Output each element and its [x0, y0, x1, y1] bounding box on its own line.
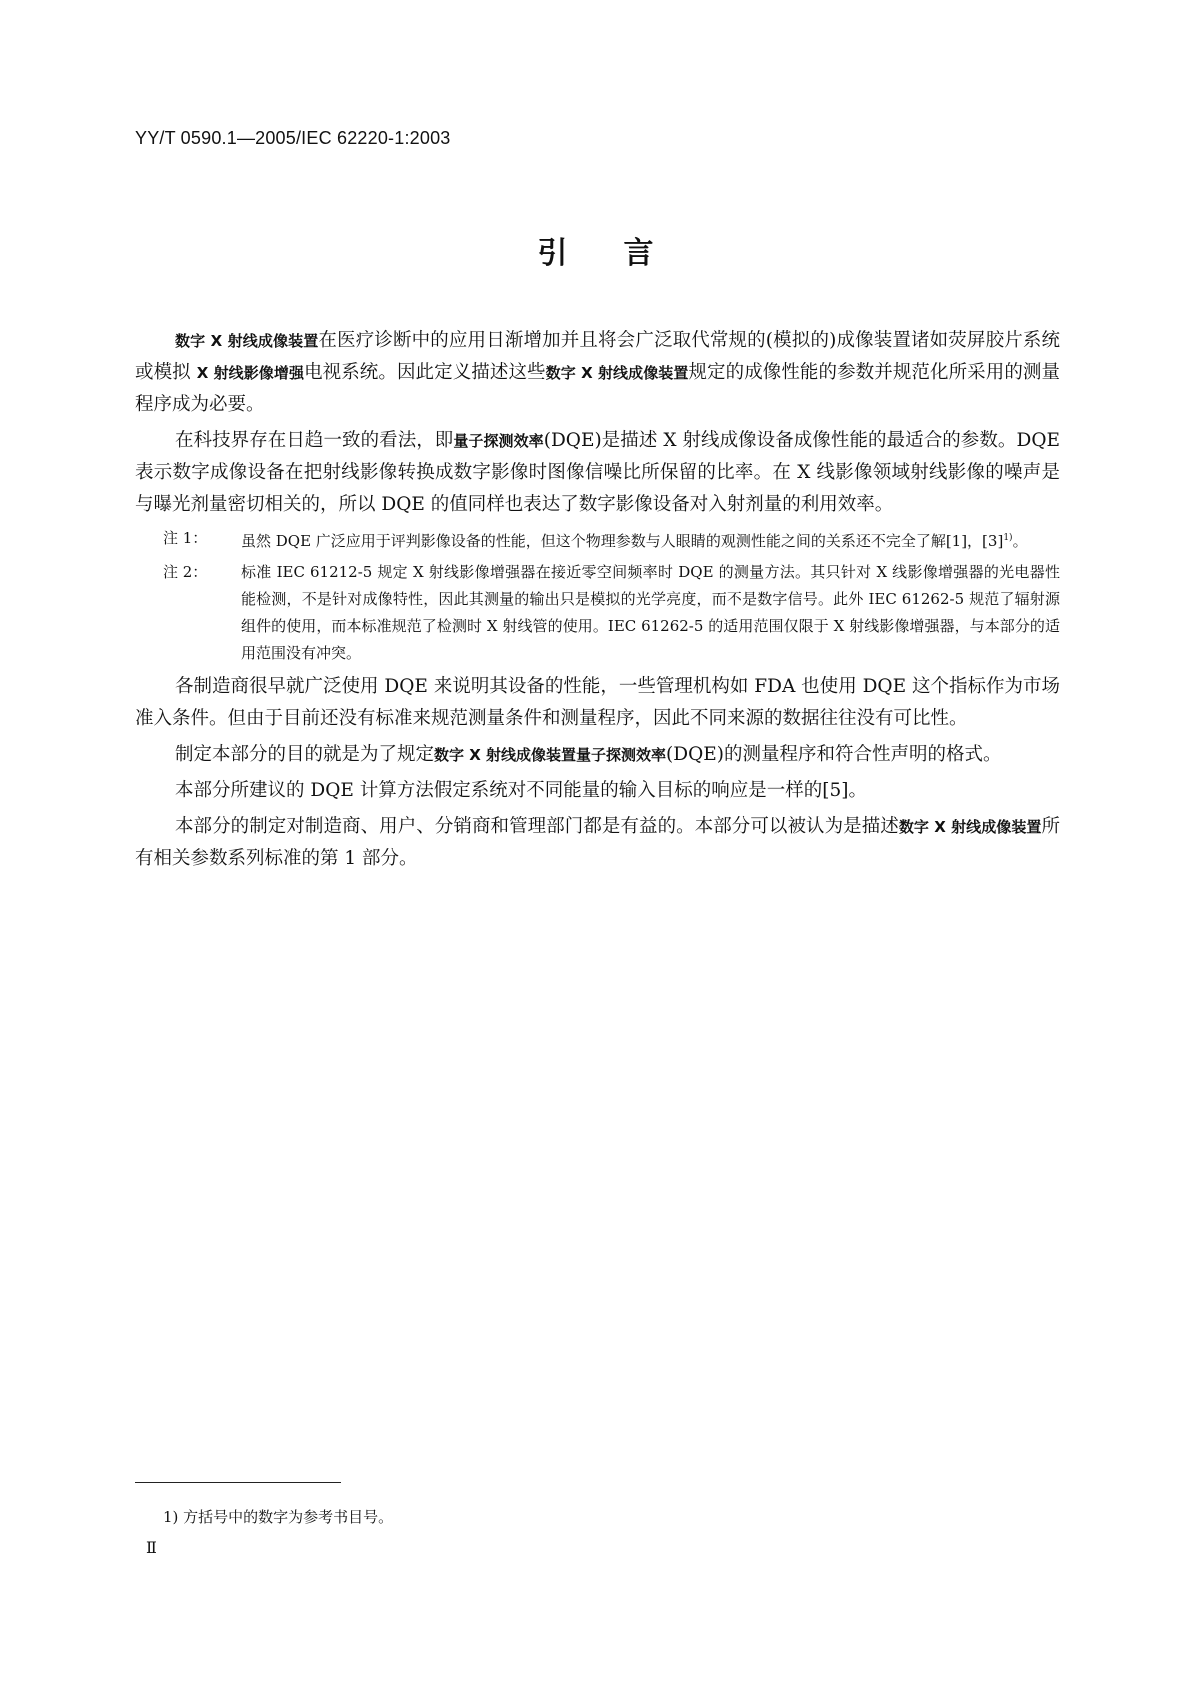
- footnote: 1) 方括号中的数字为参考书目号。: [163, 1508, 394, 1526]
- term-digital-xray-imaging-device: 数字 X 射线成像装置: [898, 818, 1042, 836]
- paragraph-3: [135, 671, 1060, 735]
- paragraph-text: 本部分的制定对制造商、用户、分销商和管理部门都是有益的。本部分可以被认为是描述: [175, 816, 899, 837]
- paragraph-4: [135, 739, 1060, 771]
- footnote-divider: [135, 1482, 341, 1483]
- term-dqe-full: 数字 X 射线成像装置量子探测效率: [434, 746, 667, 764]
- paragraph-text: 电视系统。因此定义描述这些: [304, 362, 546, 383]
- standard-code: YY/T 0590.1—2005/IEC 62220-1:2003: [135, 128, 451, 148]
- document-body: [135, 325, 1060, 875]
- page-title: 引言: [537, 236, 710, 271]
- note-label: 注 2：: [163, 563, 208, 581]
- paragraph-text: 本部分所建议的 DQE 计算方法假定系统对不同能量的输入目标的响应是一样的[5]。: [175, 780, 867, 801]
- note-1: [163, 525, 1060, 555]
- note-text: 虽然 DQE 广泛应用于评判影像设备的性能，但这个物理参数与人眼睛的观测性能之间的关系还不完全了解[1]，[3]: [241, 532, 1004, 550]
- paragraph-2: [135, 425, 1060, 521]
- paragraph-text: 规定的成像性能的参数并规范化所采用的测量程序成为必要。: [135, 362, 1060, 415]
- term-digital-xray-imaging-device: 数字 X 射线成像装置: [545, 364, 689, 382]
- paragraph-5: [135, 775, 1060, 807]
- paragraph-6: [135, 811, 1060, 875]
- note-text: 标准 IEC 61212-5 规定 X 射线影像增强器在接近零空间频率时 DQE 的测量方法。其只针对 X 线影像增强器的光电器性能检测，不是针对成像特性，因此其测量的输出只是模拟的光学亮度，而不是数字信号。此外 IEC 61262-5 规范了辐射源组件的使用，而本标准规范了检测时 X 射线管的使用。IEC 61262-5 的适用范围仅限于 X 射线影像增强器，与本部分的适用范围没有冲突。: [241, 563, 1060, 662]
- footnote-marker: 1): [1003, 533, 1013, 543]
- page-number: Ⅱ: [146, 1538, 157, 1557]
- term-dqe: 量子探测效率: [453, 432, 544, 450]
- paragraph-text: 所有相关参数系列标准的第 1 部分。: [135, 816, 1060, 869]
- paragraph-1: [135, 325, 1060, 421]
- paragraph-text: 在科技界存在日趋一致的看法，即: [175, 430, 454, 451]
- paragraph-text: (DQE)是描述 X 射线成像设备成像性能的最适合的参数。DQE 表示数字成像设备在把射线影像转换成数字影像时图像信噪比所保留的比率。在 X 线影像领域射线影像的噪声是与曝光剂量密切相关的，所以 DQE 的值同样也表达了数字影像设备对入射剂量的利用效率。: [135, 430, 1060, 515]
- term-digital-xray-imaging-device: 数字 X 射线成像装置: [175, 332, 319, 350]
- note-end: 。: [1012, 532, 1028, 550]
- note-2: [163, 559, 1060, 667]
- paragraph-text: 制定本部分的目的就是为了规定: [175, 744, 435, 765]
- term-xray-image-intensifier: X 射线影像增强: [196, 364, 305, 382]
- paragraph-text: 各制造商很早就广泛使用 DQE 来说明其设备的性能，一些管理机构如 FDA 也使用 DQE 这个指标作为市场准入条件。但由于目前还没有标准来规范测量条件和测量程序，因此不同来源的数据往往没有可比性。: [135, 676, 1060, 729]
- paragraph-text: (DQE)的测量程序和符合性声明的格式。: [666, 744, 1002, 765]
- note-label: 注 1：: [163, 529, 208, 547]
- paragraph-text: 在医疗诊断中的应用日渐增加并且将会广泛取代常规的(模拟的)成像装置诸如荧屏胶片系统或模拟: [135, 330, 1060, 383]
